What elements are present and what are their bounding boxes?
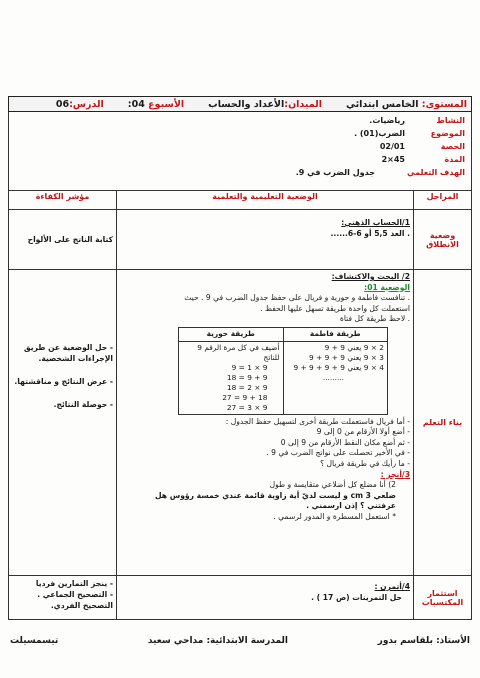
invest-stage: استثمار المكتسبات <box>414 576 472 620</box>
col-stages: المراحل <box>414 191 472 210</box>
learning-indicators: - حل الوضعية عن طريق الإجراءات الشخصية. - عرض النتائج و مناقشتها. - حوصلة النتائج. <box>9 270 117 576</box>
lesson-table <box>8 190 472 620</box>
week: الأسبوع 04: <box>127 98 185 110</box>
invest-indicators: - ينجز التمارين فرديا - التصحيح الجماعي . التصحيح الفردي. <box>9 576 117 620</box>
launch-row <box>9 210 472 270</box>
level: المستوى: الخامس ابتدائي <box>346 98 467 110</box>
info-row: المدة 45×2 <box>381 155 465 164</box>
lesson-sheet <box>8 96 472 620</box>
launch-content: 1/الحساب الذهني: . العد 5,5 أو 6-6...... <box>117 210 414 270</box>
houria-header: طريقة حورية <box>179 327 284 341</box>
lesson: الدرس:06 <box>55 98 104 110</box>
fatima-header: طريقة فاطمة <box>283 327 388 341</box>
col-indicator: مؤشر الكفاءة <box>9 191 117 210</box>
teacher-name: الأستاذ: بلقاسم بدور <box>377 636 470 646</box>
info-row: الهدف التعلمي جدول الضرب في 9. <box>295 168 465 177</box>
learning-stage: بناء التعلم <box>414 270 472 576</box>
info-row: الحصة 02/01 <box>379 142 465 151</box>
fatima-method: 2 × 9 يعني 9 + 9 3 × 9 يعني 9 + 9 + 9 4 × 9 يعني 9 + 9 + 9 + 9 ......... <box>283 341 388 414</box>
info-row: النشاط رياضيات. <box>369 116 465 125</box>
invest-content: 4/أتمرن : حل التمرينات (ص 17 ) . <box>117 576 414 620</box>
col-situation: الوضعية التعليمية والتعلمية <box>117 191 414 210</box>
domain: الميدان:الأعداد والحساب <box>208 98 322 110</box>
launch-indicator: كتابة الناتج على الألواح <box>9 210 117 270</box>
info-row: الموضوع الضرب(01) . <box>354 129 465 138</box>
table-header-row <box>9 191 472 210</box>
learning-row <box>9 270 472 576</box>
sheet-footer <box>10 636 470 646</box>
launch-stage: وضعية الانطلاق <box>414 210 472 270</box>
lesson-info <box>8 112 472 190</box>
methods-table <box>178 327 388 415</box>
invest-row <box>9 576 472 620</box>
learning-content: 2/ البحث والاكتشاف: الوضعية 01: . تنافست فاطمة و حورية و فريال على حفظ جدول الضرب في 9 . حيث استعملت كل واحدة طريقة تسهل عليها الحفظ . . لاحظ طريقة كل فتاة طريقة فاطمة طريقة حورية 2 × 9 يعني 9 + 9 3 × 9 يعني 9 + 9 + 9 4 × 9 يعني 9 + 9 + 9 + 9 ......... أضيف في كل مرة الرقم 9 للناتج 9 = 1 × 9 18 = 9 + 9 18 = 2 × 9 27 = 9 + 18 27 = 3 × 9 - أما فريال فاستعملت طريقة أخرى لتسهيل حفظ الجدول : - أضع أولا الأرقام من 0 إلى 9 - ثم أضع مكان النقط الأرقام من 9 إلى 0 - في الأخير تحصلت على نواتج الضرب في 9 . - ما رأيك في طريقة فريال ؟ 3/أنجز : 2) أنا مضلع كل أضلاعي متقايسة و طول ضلعي 3 cm و ليست لديّ أية زاوية قائمة عندي خمسة رؤوس هل عرفتني ؟ إذن ارسمني . * استعمل المسطرة و المدور لرسمي . <box>117 270 414 576</box>
city-name: تيسمسيلت <box>10 636 59 646</box>
sheet-header <box>8 96 472 112</box>
houria-method: أضيف في كل مرة الرقم 9 للناتج 9 = 1 × 9 18 = 9 + 9 18 = 2 × 9 27 = 9 + 18 27 = 3 × 9 <box>179 341 284 414</box>
school-name: المدرسة الابتدائية: مداحي سعيد <box>147 636 288 646</box>
